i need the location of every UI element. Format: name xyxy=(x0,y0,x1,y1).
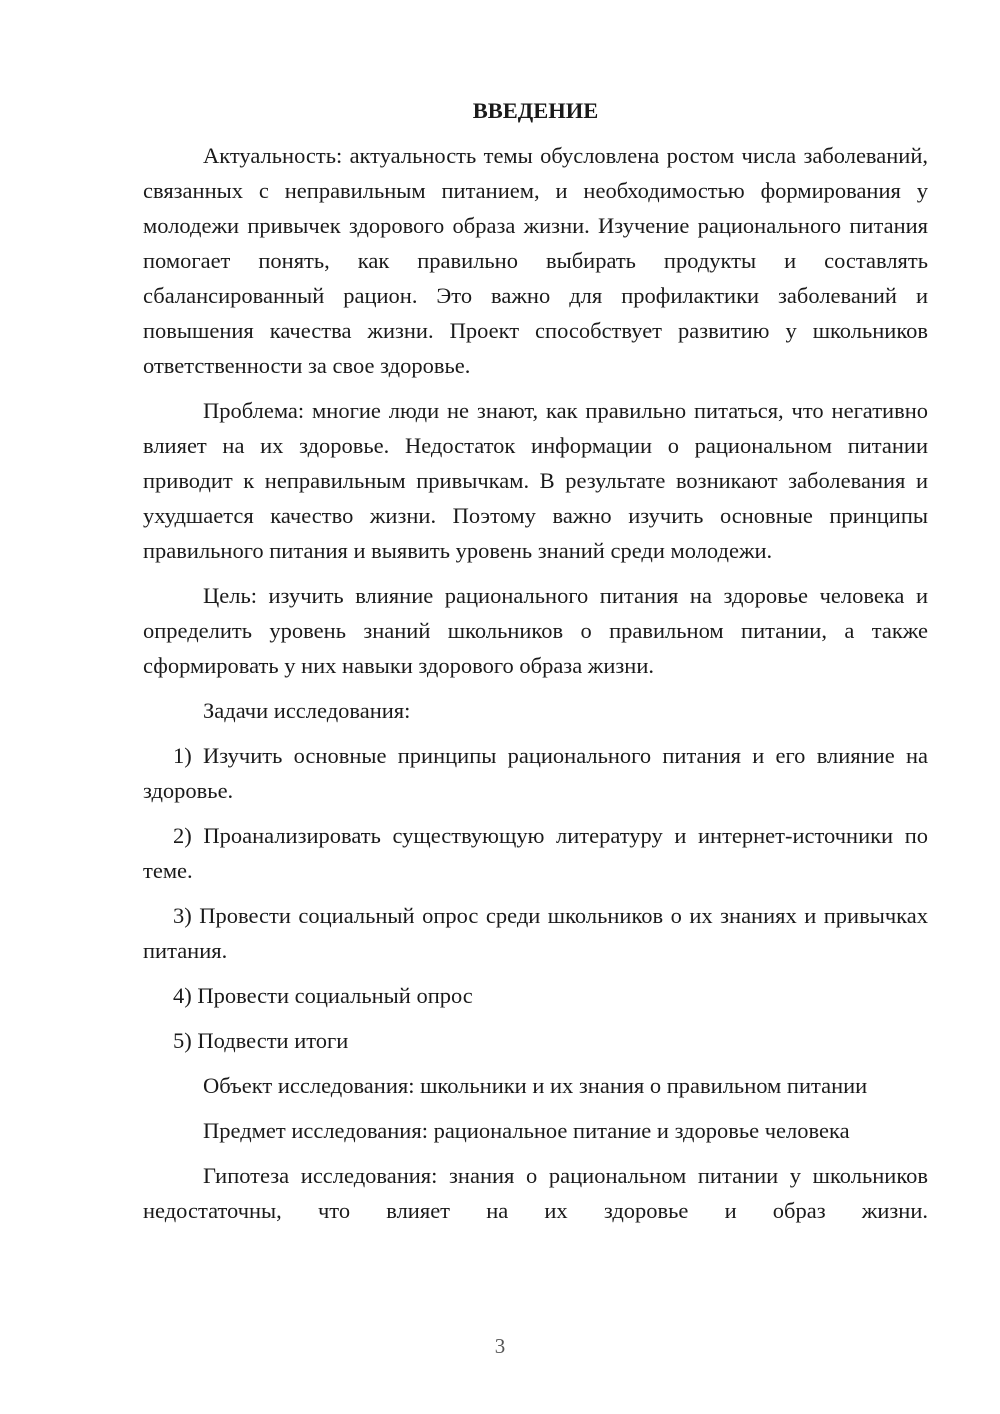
task-item-4: 4) Провести социальный опрос xyxy=(173,983,473,1008)
subject-paragraph: Предмет исследования: рациональное питание и здоровье человека xyxy=(203,1118,850,1143)
problem-paragraph: Проблема: многие люди не знают, как правильно питаться, что негативно влияет на их здоровье. Недостаток информации о рациональном питании приводит к неправильным привычкам. В результате возникают заболевания и ухудшается качество жизни. Поэтому важно изучить основные принципы правильного питания и выявить уровень знаний среди молодежи. xyxy=(143,398,928,563)
goal-paragraph: Цель: изучить влияние рационального питания на здоровье человека и определить уровень знаний школьников о правильном питании, а также сформировать у них навыки здорового образа жизни. xyxy=(143,583,928,678)
relevance-paragraph: Актуальность: актуальность темы обусловлена ростом числа заболеваний, связанных с неправильным питанием, и необходимостью формирования у молодежи привычек здорового образа жизни. Изучение рационального питания помогает понять, как правильно выбирать продукты и составлять сбалансированный рацион. Это важно для профилактики заболеваний и повышения качества жизни. Проект способствует развитию у школьников ответственности за свое здоровье. xyxy=(143,143,928,378)
task-item-5: 5) Подвести итоги xyxy=(173,1028,349,1053)
task-item-3: 3) Провести социальный опрос среди школьников о их знаниях и привычках питания. xyxy=(143,903,928,963)
section-heading: ВВЕДЕНИЕ xyxy=(472,98,599,123)
task-item-1: 1) Изучить основные принципы рационального питания и его влияние на здоровье. xyxy=(143,743,928,803)
tasks-title: Задачи исследования: xyxy=(203,698,411,723)
page-number: 3 xyxy=(494,1334,506,1358)
task-item-2: 2) Проанализировать существующую литературу и интернет-источники по теме. xyxy=(143,823,928,883)
page-content xyxy=(143,96,928,1238)
hypothesis-paragraph: Гипотеза исследования: знания о рациональном питании у школьников недостаточны, что влияет на их здоровье и образ жизни. xyxy=(143,1163,928,1223)
object-paragraph: Объект исследования: школьники и их знания о правильном питании xyxy=(203,1073,868,1098)
